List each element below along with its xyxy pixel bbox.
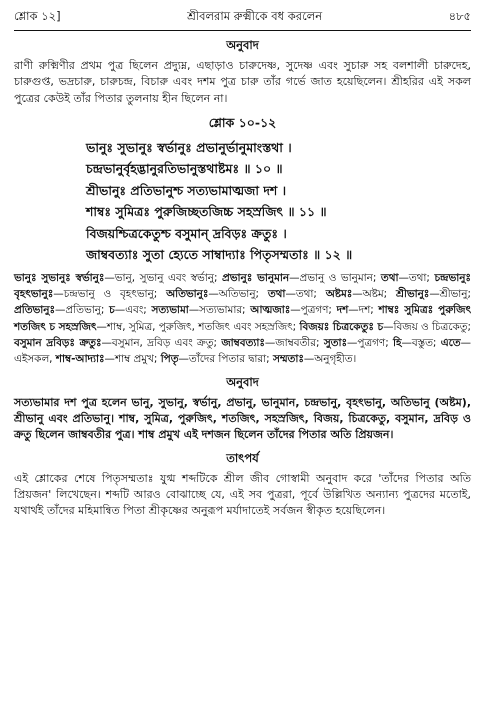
- synonym-meaning: —তাঁদের পিতার দ্বারা;: [178, 353, 273, 366]
- synonym-meaning: —শাম্ব প্রমুখ;: [104, 353, 161, 366]
- synonym-word: জাম্ববত্যাঃ: [221, 337, 265, 350]
- synonym-word: শাম্বঃ সুমিত্রঃ পুরুজিৎ শতজিৎ চ সহস্রজিৎ: [14, 304, 471, 333]
- synonym-meaning: —বিজয় ও চিত্রকেতু;: [383, 320, 471, 333]
- synonym-meaning: —অনুগৃহীত।: [303, 353, 357, 366]
- synonym-word: বিজয়ঃ চিত্রকেতুঃ চ: [299, 320, 384, 333]
- verse-line: শাম্বঃ সুমিত্রঃ পুরুজিচ্ছতজিচ্চ সহস্রজিৎ ॥ ১১ ॥: [86, 204, 327, 220]
- synonym-meaning: —অতিভানু;: [208, 288, 268, 301]
- verse-line: ভানুঃ সুভানুঃ স্বর্ভানুঃ প্রভানুর্ভানুমাংস্তথা ।: [86, 139, 292, 155]
- synonym-word: তথা: [267, 288, 286, 301]
- synonym-word: ভানুঃ সুভানুঃ স্বর্ভানুঃ: [14, 271, 105, 284]
- verse-line: জাম্ববত্যাঃ সুতা হ্যেতে সাম্বাদ্যাঃ পিতৃসম্মতাঃ ॥ ১২ ॥: [86, 247, 353, 263]
- synonym-word: দশ: [336, 304, 349, 317]
- synonym-meaning: —শাম্ব, সুমিত্র, পুরুজিৎ, শতজিৎ এবং সহস্রজিৎ;: [96, 320, 300, 333]
- purport-heading: তাৎপর্য: [226, 450, 259, 465]
- synonym-meaning: —অষ্টম;: [352, 288, 397, 301]
- verse-block: [14, 137, 471, 266]
- synonym-word: সত্যভামা: [151, 304, 189, 317]
- synonym-meaning: —চন্দ্রভানু ও বৃহৎভানু;: [53, 288, 167, 301]
- synonym-meaning: —পুত্রগণ;: [290, 304, 337, 317]
- synonym-meaning: —প্রতিভানু;: [55, 304, 110, 317]
- synonym-meaning: —বসুমান, দ্রবিড় এবং ক্রতু;: [101, 337, 222, 350]
- verse-heading: শ্লোক ১০-১২: [208, 114, 277, 130]
- synonym-word: পিতৃ: [160, 353, 179, 366]
- synonym-word: অষ্টমঃ: [325, 288, 353, 301]
- synonym-meaning: —সত্যভামার;: [188, 304, 251, 317]
- synonym-meaning: —এবং;: [114, 304, 152, 317]
- synonym-meaning: —ভানু, সুভানু এবং স্বর্ভানু;: [104, 271, 223, 284]
- synonym-word: প্রভানুঃ ভানুমান: [222, 271, 290, 284]
- page-header: [14, 8, 471, 31]
- verse-line: চন্দ্রভানুর্বৃহদ্ভানুরতিভানুস্তথাষ্টমঃ ॥ ১০ ॥: [86, 161, 283, 177]
- synonym-word: আত্মজাঃ: [250, 304, 291, 317]
- header-verse-ref: শ্লোক ১২]: [14, 9, 61, 23]
- synonym-meaning: —জাম্ববতীর;: [264, 337, 324, 350]
- synonym-meaning: —প্রভানু ও ভানুমান;: [289, 271, 381, 284]
- synonym-meaning: —দশ;: [348, 304, 379, 317]
- synonym-word: অতিভানুঃ: [166, 288, 209, 301]
- translation-text-1: রাণী রুক্মিণীর প্রথম পুত্র ছিলেন প্রদ্যুম্ন, এছাড়াও চারুদেষ্ণ, সুদেষ্ণ এবং সুচারু সহ বলশালী চারুদেহ, চারুগুপ্ত, ভদ্রচারু, চারুচন্দ্র, বিচারু এবং দশম পুত্র চারু তাঁর গর্ভে জাত হয়েছিলেন। শ্রীহরির এই সকল পুত্রের কেউই তাঁর পিতার তুলনায় হীন ছিলেন না।: [14, 59, 471, 105]
- page-number: ৪৮৫: [448, 9, 471, 23]
- synonym-meaning: —বস্তুত;: [401, 337, 441, 350]
- synonym-meaning: —তথা;: [398, 271, 435, 284]
- synonym-word: চ: [109, 304, 115, 317]
- purport-text: এই শ্লোকের শেষে পিতৃসম্মতাঃ যুগ্ম শব্দটিকে শ্রীল জীব গোস্বামী অনুবাদ করে 'তাঁদের পিতার অতি প্রিয়জন' লিখেছেন। শব্দটি আরও বোঝাচ্ছে যে, এই সব পুত্ররা, পূর্বে উল্লিখিত অন্যান্য পুত্রদের মতোই, যথার্থই তাঁদের মহিমান্বিত পিতা শ্রীকৃষ্ণের অনুরূপ মর্যাদাতেই সর্বজন স্বীকৃত হয়েছিলেন।: [14, 471, 471, 518]
- synonym-word: প্রতিভানুঃ: [14, 304, 56, 317]
- translation-heading-2: অনুবাদ: [226, 374, 259, 389]
- synonym-word: সুতাঃ: [323, 337, 348, 350]
- word-synonyms: [14, 270, 471, 368]
- header-chapter-title: শ্রীবলরাম রুক্মীকে বধ করলেন: [187, 9, 323, 23]
- synonym-word: সম্মতাঃ: [272, 353, 304, 366]
- synonym-meaning: —পুত্রগণ;: [347, 337, 394, 350]
- synonym-word: শাম্ব-আদ্যাঃ: [55, 353, 105, 366]
- synonym-word: এতে: [440, 337, 461, 350]
- translation-heading-1: অনুবাদ: [226, 38, 259, 52]
- synonym-meaning: —শ্রীভানু;: [429, 288, 472, 301]
- synonym-meaning: —তথা;: [285, 288, 326, 301]
- synonym-word: বসুমান দ্রবিড়ঃ ক্রতুঃ: [14, 337, 102, 350]
- synonym-word: হি: [393, 337, 402, 350]
- synonym-meaning: —এইসকল,: [14, 337, 471, 366]
- synonym-word: তথা: [380, 271, 399, 284]
- synonym-word: শ্রীভানুঃ: [396, 288, 430, 301]
- synonym-word: চন্দ্রভানুঃ বৃহৎভানুঃ: [14, 271, 471, 301]
- verse-line: শ্রীভানুঃ প্রতিভানুশ্চ সত্যভামাত্মজা দশ ।: [86, 182, 287, 198]
- translation-text-2: সত্যভামার দশ পুত্র হলেন ভানু, সুভানু, স্বর্ভানু, প্রভানু, ভানুমান, চন্দ্রভানু, বৃহৎভানু, অতিভানু (অষ্টম), শ্রীভানু এবং প্রতিভানু। শাম্ব, সুমিত্র, পুরুজিৎ, শতজিৎ, সহস্রজিৎ, বিজয়, চিত্রকেতু, বসুমান, দ্রবিড় ও ক্রতু ছিলেন জাম্ববতীর পুত্র। শাম্ব প্রমুখ এই দশজন ছিলেন তাঁদের পিতার অতি প্রিয়জন।: [14, 395, 471, 442]
- verse-line: বিজয়শ্চিত্রকেতুশ্চ বসুমান্ দ্রবিড়ঃ ক্রতুঃ ।: [86, 225, 287, 241]
